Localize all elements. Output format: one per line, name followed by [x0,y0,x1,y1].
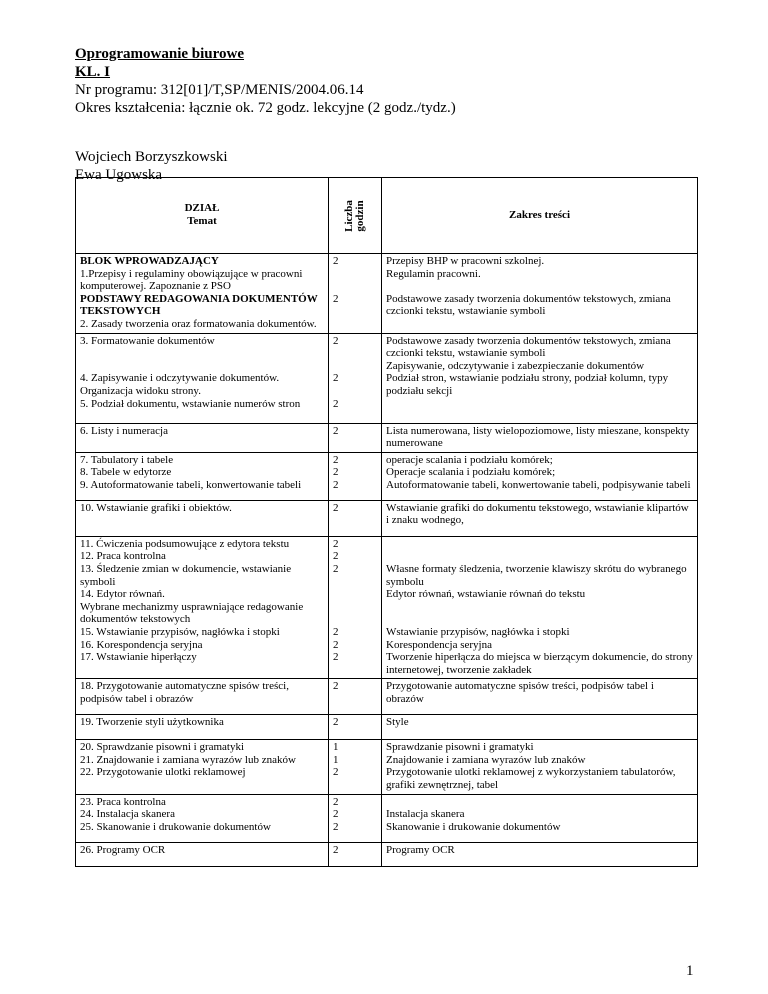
hours-line: 2 [333,453,339,466]
hours-line: 2 [333,334,339,347]
topic-line: 5. Podział dokumentu, wstawianie numerów stron [80,397,301,410]
hours-line [333,360,377,373]
topic-cell [76,740,329,794]
document-header [75,45,456,117]
topic-line: 14. Edytor równań. [80,588,165,601]
topic-line: 2. Zasady tworzenia oraz formatowania dokumentów. [80,317,317,330]
topic-line: 4. Zapisywanie i odczytywanie dokumentów. Organizacja widoku strony. [80,372,280,397]
table-row [76,452,698,500]
content-line: Skanowanie i drukowanie dokumentów [386,820,561,833]
hours-line: 2 [333,397,339,410]
header-hours [329,178,382,254]
topic-line: Wybrane mechanizmy usprawniające redagowanie dokumentów tekstowych [80,600,304,626]
table-row [76,333,698,423]
topic-cell [76,679,329,715]
table-row [76,842,698,866]
content-line: operacje scalania i podziału komórek; [386,453,553,466]
topic-line [80,347,324,360]
content-line: Wstawianie grafiki do dokumentu tekstowego, wstawianie klipartów i znaku wodnego, [386,501,689,527]
hours-cell [329,740,382,794]
topic-line: 23. Praca kontrolna [80,795,166,808]
hours-cell [329,679,382,715]
scope-cell [382,536,698,679]
content-line: Przygotowanie automatyczne spisów treści, podpisów tabel i obrazów [386,680,654,705]
hours-line: 1 [333,741,339,754]
topic-line: 3. Formatowanie dokumentów [80,334,215,347]
scope-cell [382,423,698,452]
scope-cell [382,333,698,423]
topic-line: 12. Praca kontrolna [80,550,166,563]
topic-cell [76,452,329,500]
content-line: Zapisywanie, odczytywanie i zabezpieczanie dokumentów [386,359,645,372]
topic-line: 19. Tworzenie styli użytkownika [80,716,224,729]
topic-line: 11. Ćwiczenia podsumowujące z edytora tekstu [80,537,290,550]
hours-line: 2 [333,808,339,821]
topic-line: 18. Przygotowanie automatyczne spisów treści, podpisów tabel i obrazów [80,680,289,705]
topic-cell [76,500,329,536]
scope-cell [382,842,698,866]
hours-line: 2 [333,820,339,833]
table-row [76,423,698,452]
topic-cell [76,536,329,679]
topic-line: 16. Korespondencja seryjna [80,638,203,651]
content-line: Lista numerowana, listy wielopoziomowe, listy mieszane, konspekty numerowane [386,424,690,450]
scope-cell [382,679,698,715]
hours-line: 2 [333,550,339,563]
hours-line: 2 [333,501,339,514]
content-line: Własne formaty śledzenia, tworzenie klawiszy skrótu do wybranego symbolu [386,562,687,588]
training-period: Okres kształcenia: łącznie ok. 72 godz. lekcyjne (2 godz./tydz.) [75,100,456,116]
content-line [386,796,693,809]
scope-cell [382,452,698,500]
topic-line: 21. Znajdowanie i zamiana wyrazów lub znaków [80,753,296,766]
header-topic-label: Temat [187,215,217,227]
content-line: Korespondencja seryjna [386,638,492,651]
table-header-row [76,178,698,254]
table-row [76,536,698,679]
hours-line: 2 [333,638,339,651]
content-line: Tworzenie hiperłącza do miejsca w bierzącym dokumencie, do strony internetowej, tworzenie zakładek [386,651,693,676]
hours-line: 2 [333,562,339,575]
hours-cell [329,423,382,452]
hours-line [333,576,377,589]
table-row [76,500,698,536]
hours-line: 2 [333,625,339,638]
topic-line: PODSTAWY REDAGOWANIA DOKUMENTÓW TEKSTOWYCH [80,292,318,318]
hours-cell [329,254,382,334]
topic-line: 17. Wstawianie hiperłączy [80,651,197,664]
hours-line: 2 [333,466,339,479]
hours-line [333,601,377,614]
topic-line: 9. Autoformatowanie tabeli, konwertowanie tabeli [80,478,302,491]
hours-line [333,613,377,626]
topic-cell [76,254,329,334]
content-line: Edytor równań, wstawianie równań do tekstu [386,588,586,601]
content-line: Przepisy BHP w pracowni szkolnej. [386,255,545,267]
topic-cell [76,333,329,423]
hours-line: 2 [333,424,339,437]
hours-line [333,588,377,601]
syllabus-table [75,177,698,867]
scope-cell [382,715,698,740]
hours-line [333,280,377,293]
topic-cell [76,794,329,842]
scope-cell [382,500,698,536]
hours-cell [329,333,382,423]
topic-cell [76,715,329,740]
table-row [76,740,698,794]
hours-line: 2 [333,292,339,305]
content-line [386,613,693,626]
content-line: Instalacja skanera [386,808,465,821]
header-section-label: DZIAŁ [184,202,220,215]
content-line: Operacje scalania i podziału komórek; [386,466,556,479]
hours-line [333,268,377,281]
content-line [386,601,693,614]
content-line: Znajdowanie i zamiana wyrazów lub znaków [386,753,586,766]
topic-line: 22. Przygotowanie ulotki reklamowej [80,766,246,779]
document-title: Oprogramowanie biurowe [75,46,245,62]
content-line: Wstawianie przypisów, nagłówka i stopki [386,625,570,638]
topic-line: 15. Wstawianie przypisów, nagłówka i stopki [80,625,280,638]
table-body [76,254,698,867]
header-hours-label-1: Liczba [343,199,355,232]
content-line: Regulamin pracowni. [386,267,481,280]
author-name: Wojciech Borzyszkowski [75,149,228,165]
content-line: Podstawowe zasady tworzenia dokumentów tekstowych, zmiana czcionki tekstu, wstawianie symboli [386,334,671,360]
hours-line: 2 [333,478,339,491]
content-line: Programy OCR [386,843,455,856]
table-row [76,254,698,334]
content-line: Style [386,716,409,729]
content-line: Sprawdzanie pisowni i gramatyki [386,741,534,754]
hours-line: 2 [333,843,339,856]
content-line: Autoformatowanie tabeli, konwertowanie tabeli, podpisywanie tabeli [386,478,691,491]
hours-cell [329,536,382,679]
table-row [76,794,698,842]
hours-line: 2 [333,537,339,550]
topic-line: BLOK WPROWADZAJĄCY [80,255,219,267]
topic-line [80,360,324,373]
hours-line [333,347,377,360]
hours-line: 2 [333,795,339,808]
content-line: Podstawowe zasady tworzenia dokumentów tekstowych, zmiana czcionki tekstu, wstawianie symboli [386,292,671,318]
hours-cell [329,452,382,500]
topic-line: 26. Programy OCR [80,843,166,856]
topic-line: 7. Tabulatory i tabele [80,453,174,466]
hours-line [333,385,377,398]
header-section-topic [76,178,329,254]
program-number: Nr programu: 312[01]/T,SP/MENIS/2004.06.14 [75,82,364,98]
page-number: 1 [686,963,694,979]
scope-cell [382,254,698,334]
header-scope: Zakres treści [382,178,698,254]
hours-cell [329,794,382,842]
topic-line: 6. Listy i numeracja [80,424,168,437]
hours-line: 2 [333,680,339,693]
hours-line: 2 [333,716,339,729]
topic-cell [76,842,329,866]
hours-cell [329,842,382,866]
table-row [76,715,698,740]
class-label: KL. I [75,64,111,80]
content-line [386,550,693,563]
hours-line: 1 [333,753,339,766]
topic-line: 8. Tabele w edytorze [80,466,172,479]
hours-line: 2 [333,651,339,664]
hours-cell [329,500,382,536]
content-line: Podział stron, wstawianie podziału strony, podział kolumn, typy podziału sekcji [386,372,669,397]
content-line: Przygotowanie ulotki reklamowej z wykorzystaniem tabulatorów, grafiki zewnętrznej, tabel [386,766,676,792]
table-row [76,679,698,715]
author-name: Ewa Ugowska [75,167,163,183]
scope-cell [382,794,698,842]
topic-line: 13. Śledzenie zmian w dokumencie, wstawianie symboli [80,562,292,588]
hours-line: 2 [333,255,339,267]
hours-line: 2 [333,766,339,779]
topic-line: 20. Sprawdzanie pisowni i gramatyki [80,741,245,754]
topic-line: 10. Wstawianie grafiki i obiektów. [80,501,232,514]
topic-line: 1.Przepisy i regulaminy obowiązujące w pracowni komputerowej. Zapoznanie z PSO [80,267,303,293]
topic-line: 24. Instalacja skanera [80,808,175,821]
topic-cell [76,423,329,452]
scope-cell [382,740,698,794]
hours-cell [329,715,382,740]
topic-line: 25. Skanowanie i drukowanie dokumentów [80,820,271,833]
content-line [386,538,693,551]
header-hours-label-2: godzin [354,199,366,232]
content-line [386,280,693,293]
hours-line: 2 [333,372,339,385]
